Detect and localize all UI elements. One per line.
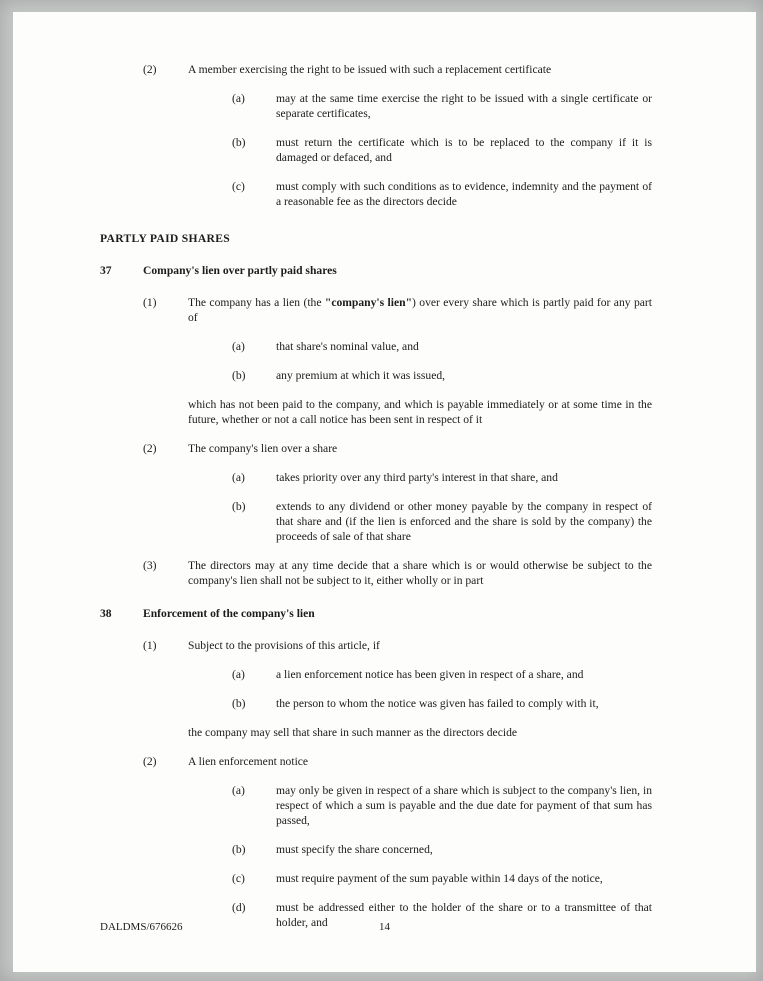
subclause-text: may at the same time exercise the right to be issued with a single certificate or separate certificates,: [276, 92, 652, 120]
footer-page-number: 14: [379, 921, 390, 933]
document-page: [13, 12, 756, 972]
subclause-text: must specify the share concerned,: [276, 843, 433, 856]
subclause-label: (a): [232, 784, 245, 797]
subclause-text: extends to any dividend or other money payable by the company in respect of that share and (if the lien is enforced and the share is sold by the company) the proceeds of sale of that share: [276, 500, 652, 543]
clause: [143, 62, 652, 223]
article-heading: [100, 606, 652, 621]
subclause: [232, 842, 652, 857]
clause-text-post: ) over every share which is partly paid for any part of: [188, 296, 652, 324]
page-footer: [13, 921, 756, 936]
clause: [143, 295, 652, 441]
clause-number: (1): [143, 639, 157, 652]
subclause-label: (a): [232, 340, 245, 353]
clause: [143, 638, 652, 754]
subclause: [232, 667, 652, 682]
clause-continuation: the company may sell that share in such manner as the directors decide: [188, 726, 518, 739]
subclause-text: must require payment of the sum payable within 14 days of the notice,: [276, 872, 603, 885]
clause: [143, 441, 652, 558]
article-title: Company's lien over partly paid shares: [143, 264, 337, 277]
article-number: 37: [100, 264, 112, 277]
subclause: [232, 470, 652, 485]
clause-text: The directors may at any time decide that a share which is or would otherwise be subject to the company's lien shall not be subject to it, either wholly or in part: [188, 559, 652, 587]
subclause-label: (c): [232, 872, 245, 885]
clause: [143, 558, 652, 602]
clause-text: The company's lien over a share: [188, 442, 338, 455]
subclause-text: that share's nominal value, and: [276, 340, 419, 353]
subclause-label: (d): [232, 901, 246, 914]
clause: [143, 754, 652, 944]
subclause-label: (b): [232, 697, 246, 710]
clause-number: (2): [143, 442, 157, 455]
subclause-label: (b): [232, 369, 246, 382]
subclause: [232, 696, 652, 711]
subclause-text: must return the certificate which is to be replaced to the company if it is damaged or defaced, and: [276, 136, 652, 164]
subclause: [232, 499, 652, 544]
subclause-label: (b): [232, 843, 246, 856]
clause-text: Subject to the provisions of this article, if: [188, 639, 380, 652]
clause-text-pre: The company has a lien (the: [188, 296, 325, 309]
subclause: [232, 368, 652, 383]
subclause-text: the person to whom the notice was given has failed to comply with it,: [276, 697, 599, 710]
subclause-text: may only be given in respect of a share which is subject to the company's lien, in respect of which a sum is payable and the due date for payment of that sum has passed,: [276, 784, 652, 827]
subclause-label: (b): [232, 500, 246, 513]
subclause-text: must comply with such conditions as to evidence, indemnity and the payment of a reasonable fee as the directors decide: [276, 180, 652, 208]
footer-doc-ref: DALDMS/676626: [100, 921, 183, 933]
subclause-label: (a): [232, 668, 245, 681]
clause-number: (1): [143, 296, 157, 309]
article-heading: [100, 263, 652, 278]
section-heading: PARTLY PAID SHARES: [100, 232, 230, 245]
subclause: [232, 135, 652, 165]
subclause-label: (a): [232, 92, 245, 105]
subclause: [232, 871, 652, 886]
clause-continuation: which has not been paid to the company, and which is payable immediately or at some time in the future, whether or not a call notice has been sent in respect of it: [188, 398, 652, 426]
clause-number: (2): [143, 755, 157, 768]
article-number: 38: [100, 607, 112, 620]
clause-text: A lien enforcement notice: [188, 755, 309, 768]
page-content: [13, 12, 756, 944]
subclause-text: a lien enforcement notice has been given in respect of a share, and: [276, 668, 584, 681]
subclause: [232, 91, 652, 121]
subclause-text: any premium at which it was issued,: [276, 369, 446, 382]
clause-text: A member exercising the right to be issued with such a replacement certificate: [188, 63, 552, 76]
subclause-label: (c): [232, 180, 245, 193]
subclause-label: (b): [232, 136, 246, 149]
subclause: [232, 339, 652, 354]
clause-text: [188, 295, 652, 325]
clause-number: (3): [143, 559, 157, 572]
subclause: [232, 783, 652, 828]
article-title: Enforcement of the company's lien: [143, 607, 315, 620]
subclause: [232, 179, 652, 209]
clause-text-bold: "company's lien": [324, 296, 413, 309]
subclause-text: takes priority over any third party's interest in that share, and: [276, 471, 558, 484]
subclause-label: (a): [232, 471, 245, 484]
subclause-text: must be addressed either to the holder of the share or to a transmittee of that holder, and: [276, 901, 652, 929]
clause-number: (2): [143, 63, 157, 76]
